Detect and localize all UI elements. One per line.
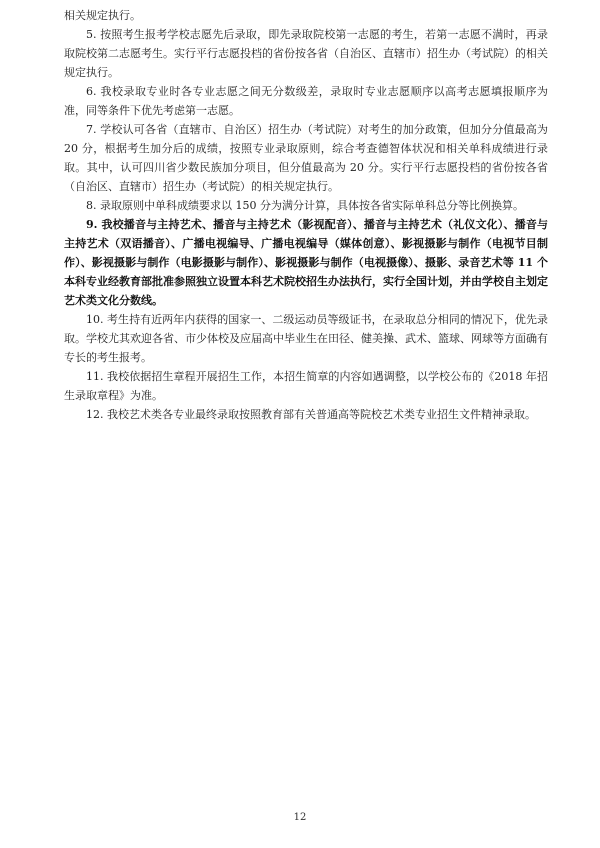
paragraph-rule-11: 11. 我校依据招生章程开展招生工作，本招生简章的内容如遇调整，以学校公布的《2018 年招生录取章程》为准。 [64,370,548,402]
paragraph-rule-8: 8. 录取原则中单科成绩要求以 150 分为满分计算，具体按各省实际单科总分等比例换算。 [86,199,524,212]
paragraph-rule-6: 6. 我校录取专业时各专业志愿之间无分数级差，录取时专业志愿顺序以高考志愿填报顺序为准，同等条件下优先考虑第一志愿。 [64,85,548,117]
paragraph-rule-12: 12. 我校艺术类各专业最终录取按照教育部有关普通高等院校艺术类专业招生文件精神录取。 [86,408,536,421]
page-number: 12 [293,812,307,823]
body-text [64,6,548,424]
paragraph-continuation: 相关规定执行。 [64,9,141,22]
paragraph-rule-9: 9. 我校播音与主持艺术、播音与主持艺术（影视配音）、播音与主持艺术（礼仪文化）、播音与主持艺术（双语播音）、广播电视编导、广播电视编导（媒体创意）、影视摄影与制作（电视节目制作）、影视摄影与制作（电影摄影与制作）、影视摄影与制作（电视摄像）、摄影、录音艺术等 11 个本科专业经教育部批准参照独立设置本科艺术院校招生办法执行，实行全国计划，并由学校自主划定艺术类文化分数线。 [64,218,548,307]
paragraph-rule-7: 7. 学校认可各省（直辖市、自治区）招生办（考试院）对考生的加分政策，但加分分值最高为 20 分，根据考生加分后的成绩，按照专业录取原则，综合考查德智体状况和相关单科成绩进行录取。其中，认可四川省少数民族加分项目，但分值最高为 20 分。实行平行志愿投档的省份按各省（自治区、直辖市）招生办（考试院）的相关规定执行。 [64,123,548,193]
paragraph-rule-5: 5. 按照考生报考学校志愿先后录取，即先录取院校第一志愿的考生，若第一志愿不满时，再录取院校第二志愿考生。实行平行志愿投档的省份按各省（自治区、直辖市）招生办（考试院）的相关规定执行。 [64,28,548,79]
paragraph-rule-10: 10. 考生持有近两年内获得的国家一、二级运动员等级证书，在录取总分相同的情况下，优先录取。学校尤其欢迎各省、市少体校及应届高中毕业生在田径、健美操、武术、篮球、网球等方面确有专长的考生报考。 [64,313,548,364]
